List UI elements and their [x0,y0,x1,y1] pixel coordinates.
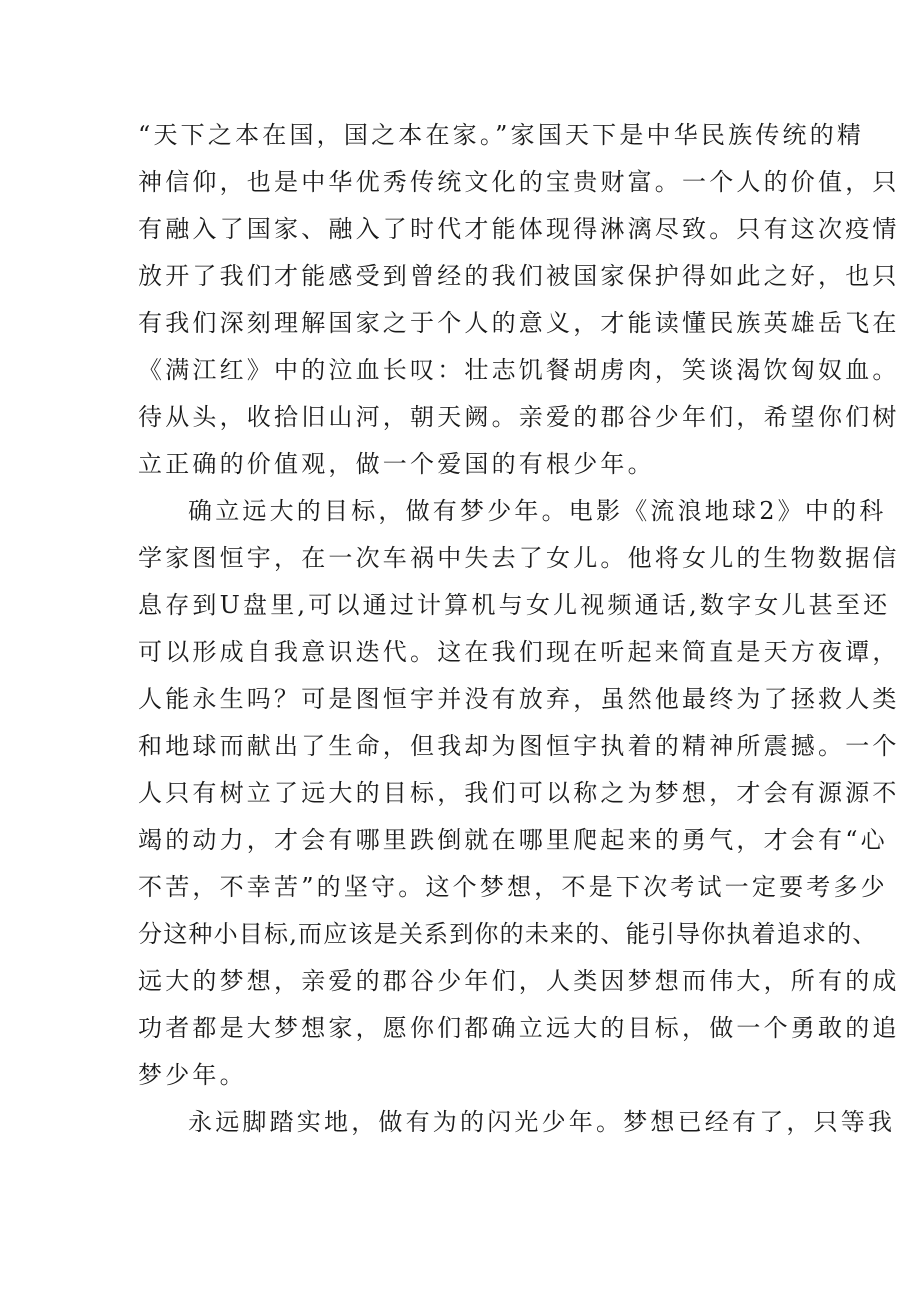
text-line: 功者都是大梦想家，愿你们都确立远大的目标，做一个勇敢的追 [138,1014,900,1042]
text-line: 梦少年。 [138,1061,247,1089]
text-line: 可以形成自我意识迭代。这在我们现在听起来简直是天方夜谭， [138,638,900,666]
text-line: “天下之本在国，国之本在家。”家国天下是中华民族传统的精 [138,121,865,149]
text-line: 和地球而献出了生命，但我却为图恒宇执着的精神所震撼。一个 [138,732,900,760]
text-line: 有融入了国家、融入了时代才能体现得淋漓尽致。只有这次疫情 [138,215,900,243]
body-text [138,112,900,1146]
text-line: 分这种小目标,而应该是关系到你的未来的、能引导你执着追求的、 [138,920,878,948]
text-line: 学家图恒宇，在一次车祸中失去了女儿。他将女儿的生物数据信 [138,544,900,572]
text-line: 立正确的价值观，做一个爱国的有根少年。 [138,450,655,478]
text-line: 《满江红》中的泣血长叹：壮志饥餐胡虏肉，笑谈渴饮匈奴血。 [138,356,900,384]
paragraph-start-line: 确立远大的目标，做有梦少年。电影《流浪地球2》中的科 [188,497,887,525]
text-line: 远大的梦想，亲爱的郡谷少年们，人类因梦想而伟大，所有的成 [138,967,900,995]
text-line: 神信仰，也是中华优秀传统文化的宝贵财富。一个人的价值，只 [138,168,900,196]
text-line: 息存到U盘里,可以通过计算机与女儿视频通话,数字女儿甚至还 [138,591,891,619]
paragraph-start-line: 永远脚踏实地，做有为的闪光少年。梦想已经有了，只等我 [188,1108,896,1136]
text-line: 待从头，收拾旧山河，朝天阙。亲爱的郡谷少年们，希望你们树 [138,403,900,431]
text-line: 人能永生吗？可是图恒宇并没有放弃，虽然他最终为了拯救人类 [138,685,900,713]
text-line: 有我们深刻理解国家之于个人的意义，才能读懂民族英雄岳飞在 [138,309,900,337]
text-line: 竭的动力，才会有哪里跌倒就在哪里爬起来的勇气，才会有“心 [138,826,888,854]
text-line: 放开了我们才能感受到曾经的我们被国家保护得如此之好，也只 [138,262,900,290]
text-line: 人只有树立了远大的目标，我们可以称之为梦想，才会有源源不 [138,779,900,807]
text-line: 不苦，不幸苦”的坚守。这个梦想，不是下次考试一定要考多少 [138,873,888,901]
